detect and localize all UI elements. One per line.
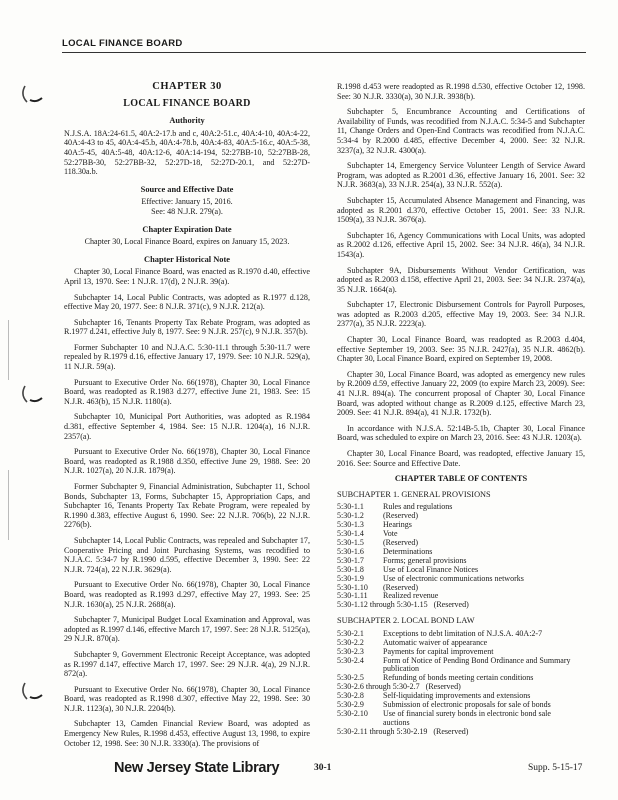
- toc-section-number: 5:30-2.5: [337, 673, 364, 683]
- expiration-heading: Chapter Expiration Date: [142, 224, 232, 234]
- toc-section-title: (Reserved): [383, 511, 419, 521]
- history-paragraph: R.1998 d.453 were readopted as R.1998 d.530, effective October 12, 1998. See: 30 N.J.R. 3330(a), 30 N.J.R. 3938(b).: [337, 82, 585, 101]
- toc-section-title: (Reserved): [383, 538, 419, 547]
- toc-section-title: Rules and regulations: [383, 502, 453, 512]
- source-effective: Effective: January 15, 2016.: [141, 197, 233, 207]
- toc-section-number: 5:30-1.7: [337, 555, 364, 565]
- page-number: 30-1: [314, 763, 332, 773]
- scan-edge-mark: [8, 320, 9, 380]
- toc-section-number: 5:30-1.4: [337, 529, 364, 539]
- toc-section-title: (Reserved): [425, 682, 461, 692]
- toc-section-title: Use of Local Finance Notices: [383, 564, 479, 574]
- history-heading: Chapter Historical Note: [144, 254, 230, 264]
- toc-section-number: 5:30-2.3: [337, 646, 364, 656]
- toc-entry: [337, 575, 585, 584]
- toc-section-title: Use of financial surety bonds in electronic bond sale auctions: [383, 709, 551, 727]
- punch-hole-top: [22, 83, 44, 105]
- toc-section-number: 5:30-1.8: [337, 564, 364, 574]
- left-column: [64, 82, 310, 754]
- toc-section-number: 5:30-1.3: [337, 520, 364, 530]
- toc-section-number: 5:30-2.9: [337, 700, 364, 710]
- toc-section-title: Exceptions to debt limitation of N.J.S.A. 40A:2-7: [383, 628, 543, 638]
- toc-section-number: 5:30-1.5: [337, 538, 364, 547]
- toc-entry: [337, 710, 585, 728]
- punch-hole-middle: [22, 383, 44, 405]
- toc-section-number: 5:30-1.11: [337, 591, 368, 601]
- toc-entry: [337, 539, 585, 548]
- toc-section-number: 5:30-2.11 through 5:30-2.19: [337, 726, 428, 736]
- library-watermark: New Jersey State Library: [114, 760, 280, 776]
- punch-hole-bottom: [22, 680, 44, 702]
- toc-section-title: Automatic waiver of appearance: [383, 637, 488, 647]
- history-paragraph: Chapter 30, Local Finance Board, was readopted, effective January 15, 2016. See: Source and Effective Date.: [337, 449, 585, 468]
- history-paragraph: Subchapter 16, Agency Communications with Local Units, was adopted as R.2002 d.126, effective April 15, 2002. See: 34 N.J.R. 46(a), 34 N.J.R. 1543(a).: [337, 230, 585, 259]
- toc-section-title: Submission of electronic proposals for sale of bonds: [383, 700, 551, 710]
- history-paragraph: Subchapter 14, Emergency Service Volunteer Length of Service Award Program, was adopted as R.2001 d.36, effective January 16, 2001. See: 32 N.J.R. 3683(a), 33 N.J.R. 254(a), 33 N.J.R. 552(a).: [337, 161, 585, 190]
- expiration-text: Chapter 30, Local Finance Board, expires on January 15, 2023.: [84, 237, 290, 247]
- board-title: LOCAL FINANCE BOARD: [123, 97, 251, 109]
- history-paragraph: Pursuant to Executive Order No. 66(1978), Chapter 30, Local Finance Board, was readopted as R.1988 d.350, effective June 29, 1988. See: 20 N.J.R. 1027(a), 20 N.J.R. 1879(a).: [64, 447, 310, 476]
- history-paragraph: Subchapter 16, Tenants Property Tax Rebate Program, was adopted as R.1977 d.241, effective July 8, 1977. See: 9 N.J.R. 257(c), 9 N.J.R. 357(b).: [64, 317, 310, 337]
- running-head: LOCAL FINANCE BOARD: [62, 38, 183, 49]
- history-paragraph: Subchapter 7, Municipal Budget Local Examination and Approval, was adopted as R.1997 d.146, effective March 17, 1997. See: 28 N.J.R. 5125(a), 29 N.J.R. 870(a).: [64, 615, 310, 644]
- history-paragraph: Former Subchapter 9, Financial Administration, Subchapter 11, School Bonds, Subchapter 13, Forms, Subchapter 15, Appropriation Caps, and Subchapter 16, Tenants Property Tax Rebate Program, were repealed by R.1990 d.383, effective August 6, 1990. See: 22 N.J.R. 706(b), 22 N.J.R. 2276(b).: [64, 482, 310, 530]
- toc-section-title: Payments for capital improvement: [383, 646, 494, 656]
- history-paragraph: Subchapter 9A, Disbursements Without Vendor Certification, was adopted as R.2003 d.158, effective April 21, 2003. See: 34 N.J.R. 2374(a), 35 N.J.R. 1664(a).: [337, 265, 585, 294]
- toc-heading: CHAPTER TABLE OF CONTENTS: [394, 474, 528, 484]
- history-paragraph: Pursuant to Executive Order No. 66(1978), Chapter 30, Local Finance Board, was readopted as R.1993 d.297, effective May 27, 1993. See: 25 N.J.R. 1630(a), 25 N.J.R. 2688(a).: [64, 580, 310, 609]
- toc-section-title: (Reserved): [433, 726, 469, 736]
- toc-section-number: 5:30-1.10: [337, 582, 368, 592]
- history-paragraph: Subchapter 5, Encumbrance Accounting and Certifications of Availability of Funds, was recodified from N.J.A.C. 5:34-5 and Subchapter 11, Change Orders and Open-End Contracts was recodified from N.J.A.C. 5:34-4 by R.2000 d.485, effective December 4, 2000. See: 32 N.J.R. 3237(a), 32 N.J.R. 4300(a).: [337, 107, 585, 155]
- toc-section-title: (Reserved): [383, 582, 419, 592]
- history-paragraph: Chapter 30, Local Finance Board, was adopted as emergency new rules by R.2009 d.59, effective January 22, 2009 (to expire March 23, 2009). See: 41 N.J.R. 894(a). The concurrent proposal of Chapter 30, Local Finance Board, was adopted without change as R.2009 d.125, effective March 23, 2009. See: 41 N.J.R. 894(a), 41 N.J.R. 1732(b).: [337, 369, 585, 418]
- toc-section-title: Use of electronic communications networks: [383, 573, 524, 583]
- toc-section-number: 5:30-2.8: [337, 691, 364, 701]
- history-paragraph: Chapter 30, Local Finance Board, was readopted as R.2003 d.404, effective September 19, 2003. See: 35 N.J.R. 2427(a), 35 N.J.R. 4862(b). Chapter 30, Local Finance Board, expired on September 19, 2008.: [337, 335, 585, 364]
- scan-edge-mark: [8, 470, 9, 540]
- toc-section-title: Realized revenue: [383, 591, 439, 601]
- toc-section-number: 5:30-2.2: [337, 637, 364, 647]
- toc-entry: [337, 657, 585, 675]
- toc-section-title: Determinations: [383, 546, 433, 556]
- toc-entry: [337, 521, 585, 530]
- source-heading: Source and Effective Date: [140, 184, 234, 194]
- toc-section-title: Self-liquidating improvements and extensions: [383, 691, 531, 701]
- authority-text: N.J.S.A. 18A:24-61.5, 40A:2-17.b and c, 40A:2-51.c, 40A:4-10, 40A:4-22, 40A:4-43 to 45, 40A:4-45.b, 40A:4-78.b, 40A:4-83, 40A:5-16.c, 40A:5-38, 40A:5-45, 40A:5-48, 40A:12-6, 40A:14-194, 52:27BB-10, 52:27BB-28, 52:27BB-30, 52:27BB-32, 52:27D-18, 52:27D-20.1, and 52:27D-118.30a.b.: [64, 128, 310, 177]
- toc-section-title: Refunding of bonds meeting certain conditions: [383, 673, 534, 683]
- toc-section-number: 5:30-1.6: [337, 546, 364, 556]
- toc-section-title: Forms; general provisions: [383, 555, 467, 565]
- toc-entry: [337, 512, 585, 521]
- toc-section-number: 5:30-1.1: [337, 502, 364, 512]
- subchapter-2-title: SUBCHAPTER 2. LOCAL BOND LAW: [337, 616, 475, 626]
- history-paragraph: Subchapter 13, Camden Financial Review Board, was adopted as Emergency New Rules, R.1998 d.453, effective August 13, 1998, to expire October 12, 1998. See: 30 N.J.R. 3330(a). The provisions of: [64, 719, 310, 748]
- toc-section-number: 5:30-2.1: [337, 628, 364, 638]
- header-rule: [62, 52, 586, 53]
- toc-section-number: 5:30-2.4: [337, 655, 364, 665]
- history-paragraph: Subchapter 15, Accumulated Absence Management and Financing, was adopted as R.2001 d.370, effective October 15, 2001. See: 33 N.J.R. 1509(a), 33 N.J.R. 3676(a).: [337, 195, 585, 225]
- toc-section-number: 5:30-1.12 through 5:30-1.15: [337, 600, 428, 610]
- toc-section-title: Vote: [383, 529, 398, 539]
- subchapter-1-title: SUBCHAPTER 1. GENERAL PROVISIONS: [337, 489, 491, 499]
- history-paragraph: Subchapter 9, Government Electronic Receipt Acceptance, was adopted as R.1997 d.147, effective March 17, 1997. See: 29 N.J.R. 4(a), 29 N.J.R. 872(a).: [64, 649, 310, 679]
- history-paragraph: In accordance with N.J.S.A. 52:14B-5.1b, Chapter 30, Local Finance Board, was scheduled to expire on March 23, 2016. See: 43 N.J.R. 1203(a).: [337, 423, 585, 443]
- toc-section-number: 5:30-2.6 through 5:30-2.7: [337, 682, 420, 692]
- history-paragraph: Chapter 30, Local Finance Board, was enacted as R.1970 d.40, effective April 13, 1970. See: 1 N.J.R. 17(d), 2 N.J.R. 39(a).: [64, 267, 310, 286]
- authority-heading: Authority: [169, 116, 205, 126]
- toc-section-title: Hearings: [383, 520, 412, 530]
- toc-subchapter-2-list: [337, 630, 585, 737]
- toc-subchapter-1-list: [337, 503, 585, 610]
- toc-entry: [337, 584, 585, 593]
- toc-section-number: 5:30-1.9: [337, 573, 364, 583]
- history-paragraph: Subchapter 14, Local Public Contracts, was adopted as R.1977 d.128, effective May 20, 1977. See: 8 N.J.R. 371(c), 9 N.J.R. 212(a).: [64, 292, 310, 312]
- toc-entry: [337, 728, 585, 737]
- chapter-title: CHAPTER 30: [152, 81, 222, 92]
- supplement-date: Supp. 5-15-17: [528, 763, 583, 773]
- history-paragraph: Pursuant to Executive Order No. 66(1978), Chapter 30, Local Finance Board, was readopted as R.1998 d.307, effective May 22, 1998. See: 30 N.J.R. 1123(a), 30 N.J.R. 2204(b).: [64, 684, 310, 713]
- history-paragraph: Subchapter 17, Electronic Disbursement Controls for Payroll Purposes, was adopted as R.2003 d.205, effective May 19, 2003. See: 34 N.J.R. 2377(a), 35 N.J.R. 2223(a).: [337, 300, 585, 329]
- toc-entry: [337, 601, 585, 610]
- history-paragraph: Pursuant to Executive Order No. 66(1978), Chapter 30, Local Finance Board, was readopted as R.1983 d.277, effective June 21, 1983. See: 15 N.J.R. 463(b), 15 N.J.R. 1180(a).: [64, 377, 310, 406]
- source-citation: See: 48 N.J.R. 279(a).: [151, 206, 223, 216]
- toc-section-number: 5:30-1.2: [337, 511, 364, 521]
- toc-section-title: Form of Notice of Pending Bond Ordinance and Summary publication: [383, 655, 571, 674]
- toc-entry: [337, 503, 585, 512]
- toc-entry: [337, 530, 585, 539]
- history-paragraph: Former Subchapter 10 and N.J.A.C. 5:30-11.1 through 5:30-11.7 were repealed by R.1979 d.16, effective January 17, 1979. See: 10 N.J.R. 529(a), 11 N.J.R. 59(a).: [64, 342, 310, 372]
- history-paragraph: Subchapter 10, Municipal Port Authorities, was adopted as R.1984 d.381, effective September 4, 1984. See: 15 N.J.R. 1204(a), 16 N.J.R. 2357(a).: [64, 412, 310, 441]
- right-column: [337, 82, 585, 741]
- history-paragraph: Subchapter 14, Local Public Contracts, was repealed and Subchapter 17, Cooperative Pricing and Joint Purchasing Systems, was recodified to N.J.A.C. 5:34-7 by R.1990 d.595, effective December 3, 1990. See: 22 N.J.R. 724(a), 22 N.J.R. 3629(a).: [64, 535, 310, 574]
- toc-section-title: (Reserved): [433, 600, 469, 610]
- toc-section-number: 5:30-2.10: [337, 709, 368, 718]
